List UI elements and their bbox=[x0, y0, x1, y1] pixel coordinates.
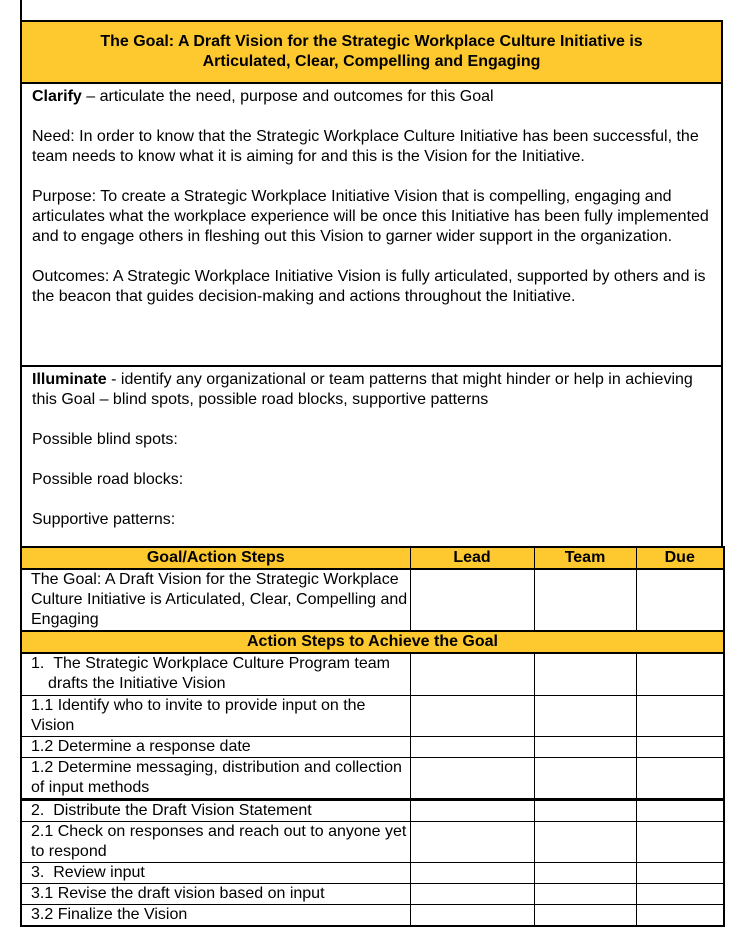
table-cell-due[interactable] bbox=[636, 862, 724, 883]
table-cell-lead[interactable] bbox=[410, 883, 534, 904]
step-text: 3.1 Revise the draft vision based on input bbox=[21, 883, 410, 904]
subheader-row bbox=[21, 631, 724, 653]
table-cell-team[interactable] bbox=[534, 736, 636, 757]
clarify-intro bbox=[32, 87, 711, 107]
table-cell-lead[interactable] bbox=[410, 862, 534, 883]
table-cell-team[interactable] bbox=[534, 799, 636, 821]
table-row bbox=[21, 799, 724, 821]
table-cell-team[interactable] bbox=[534, 904, 636, 926]
table-cell-due[interactable] bbox=[636, 904, 724, 926]
col-header-steps: Goal/Action Steps bbox=[21, 547, 410, 569]
clarify-keyword: Clarify bbox=[32, 88, 82, 105]
table-cell-lead[interactable] bbox=[410, 757, 534, 799]
illuminate-keyword: Illuminate bbox=[32, 371, 107, 388]
goal-row bbox=[21, 569, 724, 631]
table-row bbox=[21, 695, 724, 736]
goal-header bbox=[20, 20, 723, 84]
table-cell-due[interactable] bbox=[636, 757, 724, 799]
clarify-outcomes: Outcomes: A Strategic Workplace Initiative Vision is fully articulated, supported by others and is the beacon that guides decision-making and actions throughout the Initiative. bbox=[32, 268, 706, 305]
table-header-row bbox=[21, 547, 724, 569]
table-cell-team[interactable] bbox=[534, 757, 636, 799]
table-cell-team[interactable] bbox=[534, 569, 636, 631]
table-row bbox=[21, 757, 724, 799]
goal-header-line-1: The Goal: A Draft Vision for the Strategic Workplace Culture Initiative is bbox=[100, 33, 643, 50]
illuminate-blind-spots: Possible blind spots: bbox=[32, 431, 178, 448]
illuminate-section bbox=[20, 365, 723, 548]
goal-row-text: The Goal: A Draft Vision for the Strategic Workplace Culture Initiative is Articulated, Clear, Compelling and Engaging bbox=[21, 569, 410, 631]
table-row bbox=[21, 862, 724, 883]
goal-header-line-2: Articulated, Clear, Compelling and Engaging bbox=[202, 53, 541, 70]
table-cell-due[interactable] bbox=[636, 569, 724, 631]
step-text: 3. Review input bbox=[21, 862, 410, 883]
col-header-due: Due bbox=[636, 547, 724, 569]
col-header-team: Team bbox=[534, 547, 636, 569]
table-cell-due[interactable] bbox=[636, 883, 724, 904]
table-cell-due[interactable] bbox=[636, 695, 724, 736]
clarify-intro-text: – articulate the need, purpose and outcomes for this Goal bbox=[81, 88, 494, 105]
illuminate-intro bbox=[32, 370, 711, 410]
step-text: 3.2 Finalize the Vision bbox=[21, 904, 410, 926]
table-cell-lead[interactable] bbox=[410, 736, 534, 757]
clarify-need: Need: In order to know that the Strategic Workplace Culture Initiative has been successful, the team needs to know what it is aiming for and this is the Vision for the Initiative. bbox=[32, 128, 699, 165]
table-cell-lead[interactable] bbox=[410, 799, 534, 821]
step-text: 1.1 Identify who to invite to provide input on the Vision bbox=[21, 695, 410, 736]
clarify-purpose: Purpose: To create a Strategic Workplace Initiative Vision that is compelling, engaging and articulates what the workplace experience will be once this Initiative has been fully implemented and to engage others in fleshing out this Vision to garner wider support in the organization. bbox=[32, 188, 709, 245]
action-steps-subheader: Action Steps to Achieve the Goal bbox=[21, 631, 724, 653]
step-text: 1.2 Determine messaging, distribution and collection of input methods bbox=[21, 757, 410, 799]
table-cell-lead[interactable] bbox=[410, 821, 534, 862]
table-row bbox=[21, 653, 724, 695]
illuminate-intro-text: - identify any organizational or team patterns that might hinder or help in achieving this Goal – blind spots, possible road blocks, supportive patterns bbox=[32, 371, 693, 408]
table-row bbox=[21, 821, 724, 862]
table-cell-team[interactable] bbox=[534, 883, 636, 904]
table-row bbox=[21, 883, 724, 904]
step-text: 2.1 Check on responses and reach out to anyone yet to respond bbox=[21, 821, 410, 862]
illuminate-road-blocks: Possible road blocks: bbox=[32, 471, 184, 488]
table-cell-lead[interactable] bbox=[410, 904, 534, 926]
action-steps-table bbox=[20, 546, 725, 927]
table-cell-due[interactable] bbox=[636, 653, 724, 695]
table-cell-team[interactable] bbox=[534, 862, 636, 883]
table-cell-lead[interactable] bbox=[410, 653, 534, 695]
table-row bbox=[21, 736, 724, 757]
table-cell-lead[interactable] bbox=[410, 569, 534, 631]
table-cell-lead[interactable] bbox=[410, 695, 534, 736]
table-row bbox=[21, 904, 724, 926]
top-border-line bbox=[20, 0, 22, 20]
clarify-section bbox=[20, 82, 723, 367]
table-cell-due[interactable] bbox=[636, 799, 724, 821]
illuminate-supportive: Supportive patterns: bbox=[32, 511, 176, 528]
table-cell-team[interactable] bbox=[534, 653, 636, 695]
table-cell-team[interactable] bbox=[534, 821, 636, 862]
table-cell-team[interactable] bbox=[534, 695, 636, 736]
table-cell-due[interactable] bbox=[636, 736, 724, 757]
step-text: 1. The Strategic Workplace Culture Program team drafts the Initiative Vision bbox=[21, 653, 410, 695]
step-text: 2. Distribute the Draft Vision Statement bbox=[21, 799, 410, 821]
col-header-lead: Lead bbox=[410, 547, 534, 569]
table-cell-due[interactable] bbox=[636, 821, 724, 862]
step-text: 1.2 Determine a response date bbox=[21, 736, 410, 757]
